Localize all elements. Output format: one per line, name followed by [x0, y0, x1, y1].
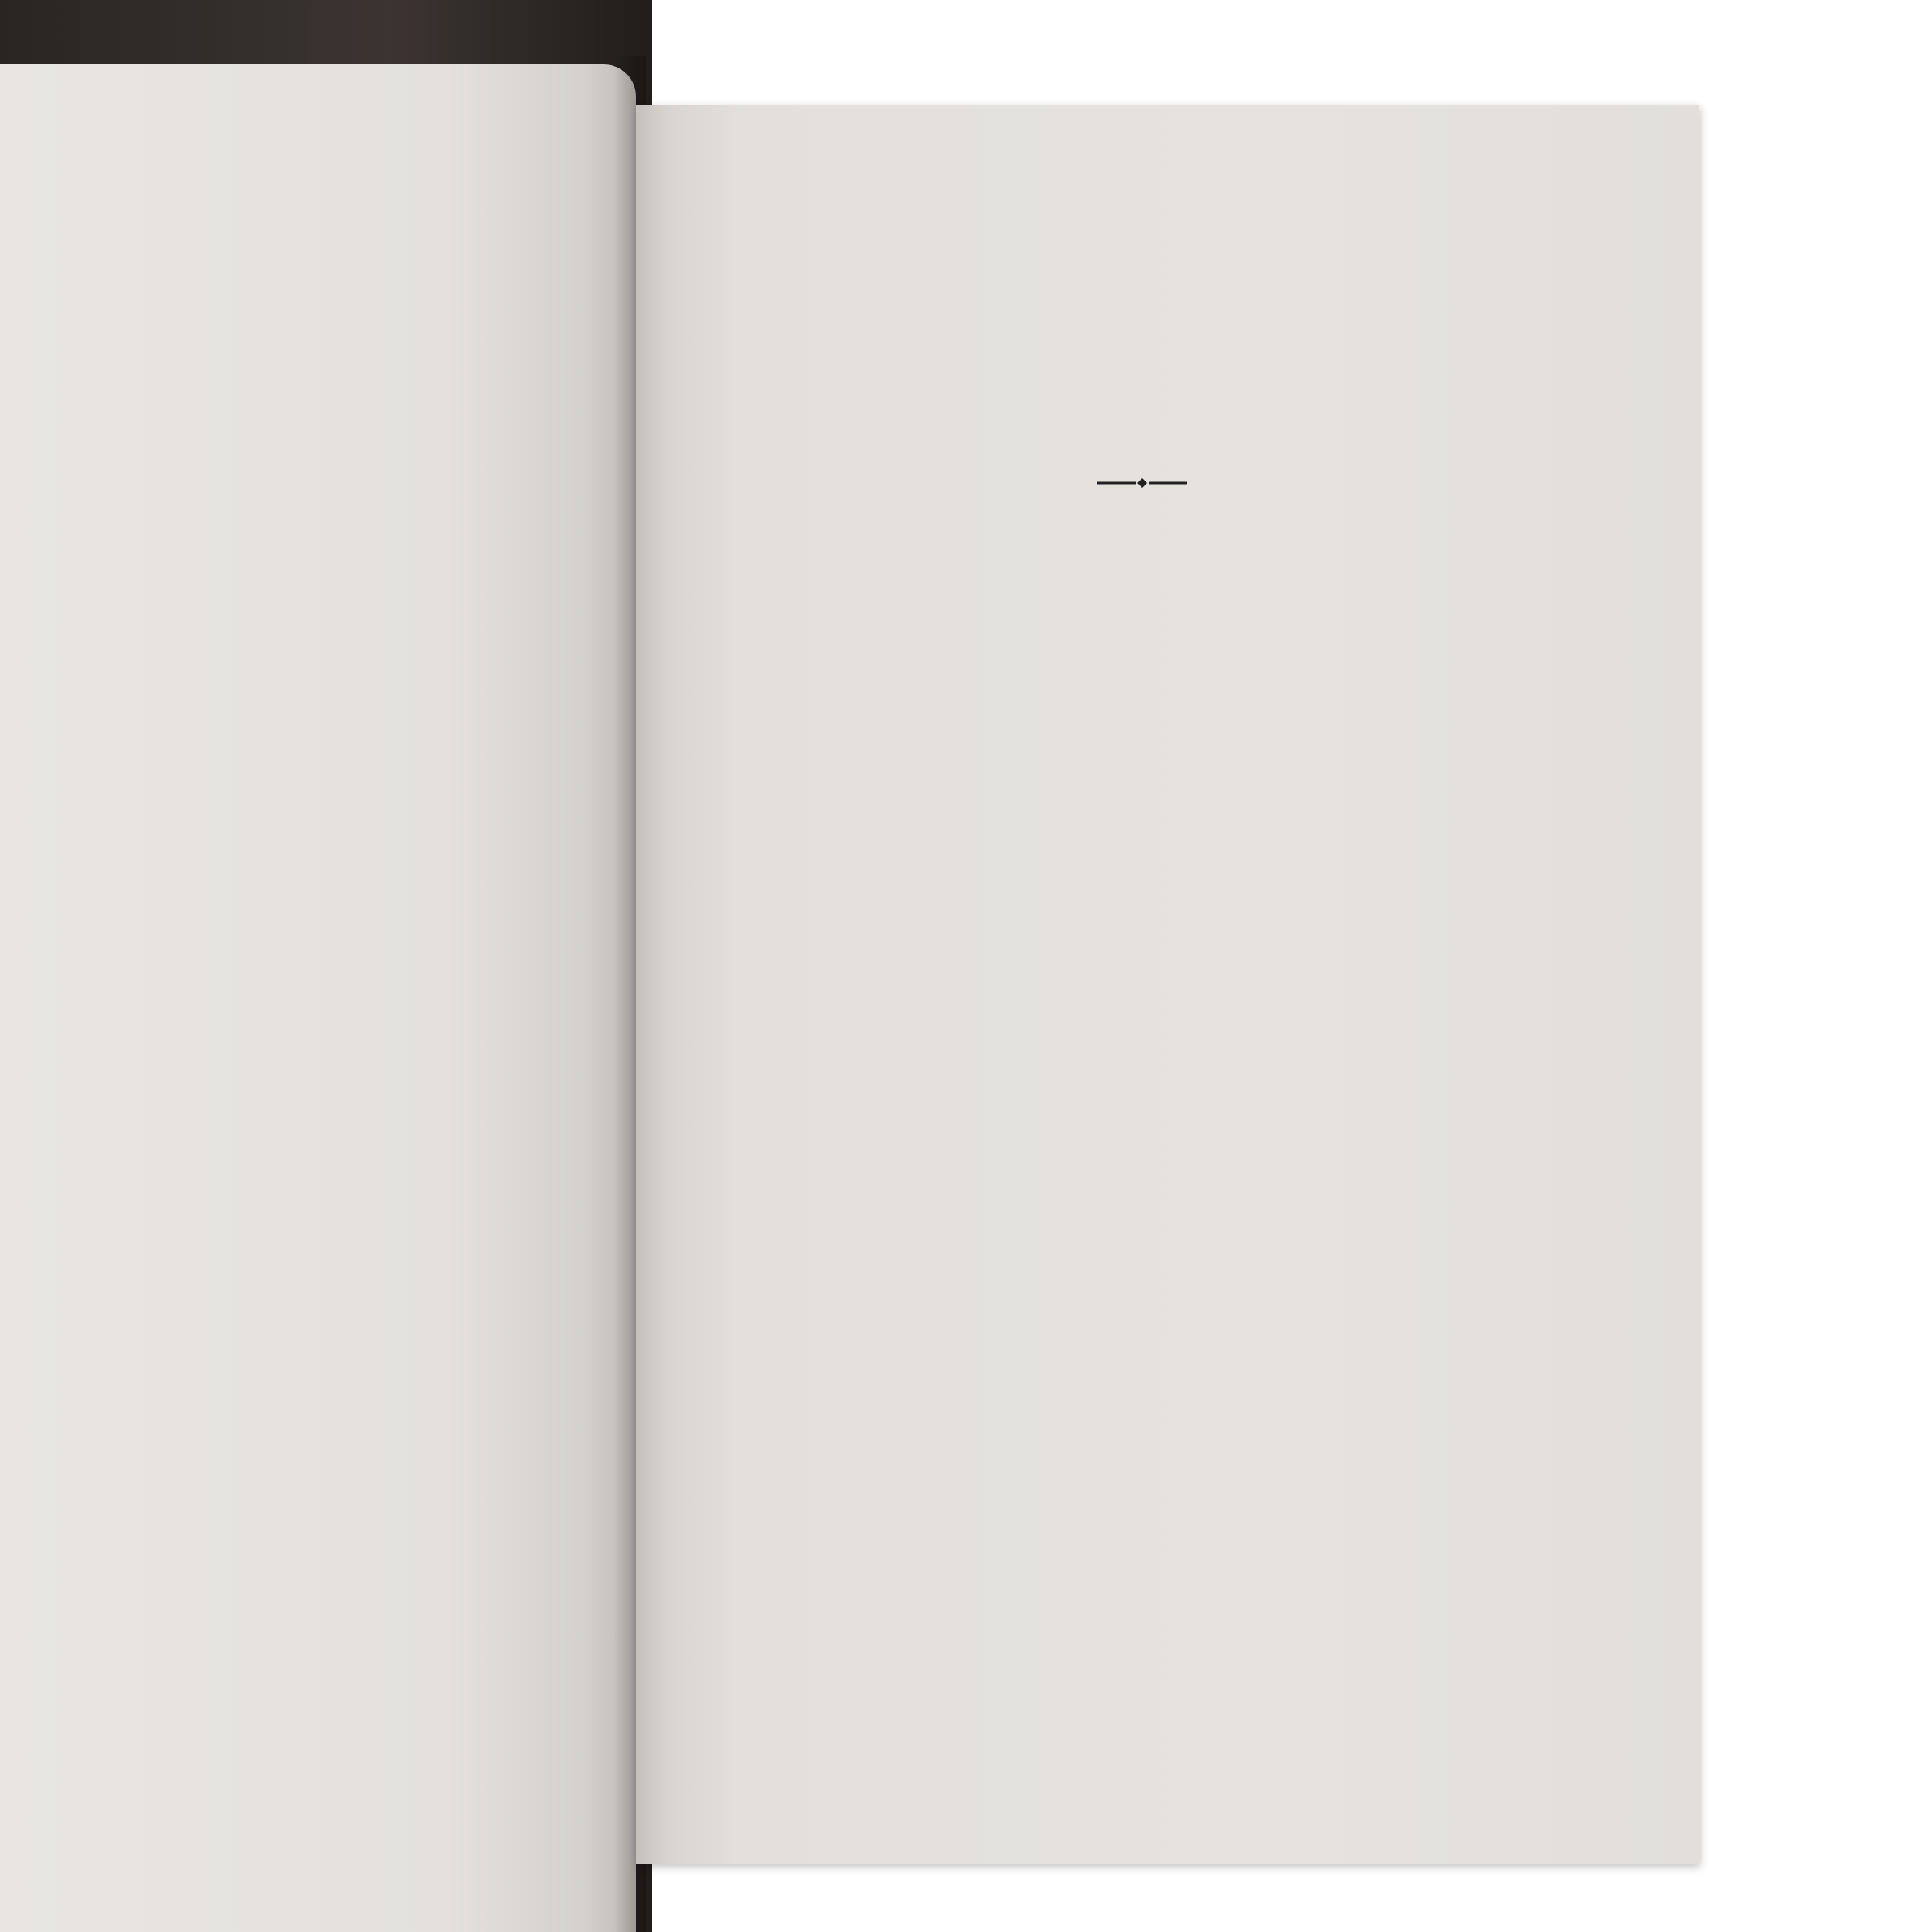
contents-list — [636, 105, 1699, 1864]
right-page-contents — [636, 105, 1699, 1864]
preface-text — [0, 246, 636, 259]
left-page-preface — [0, 64, 636, 1932]
